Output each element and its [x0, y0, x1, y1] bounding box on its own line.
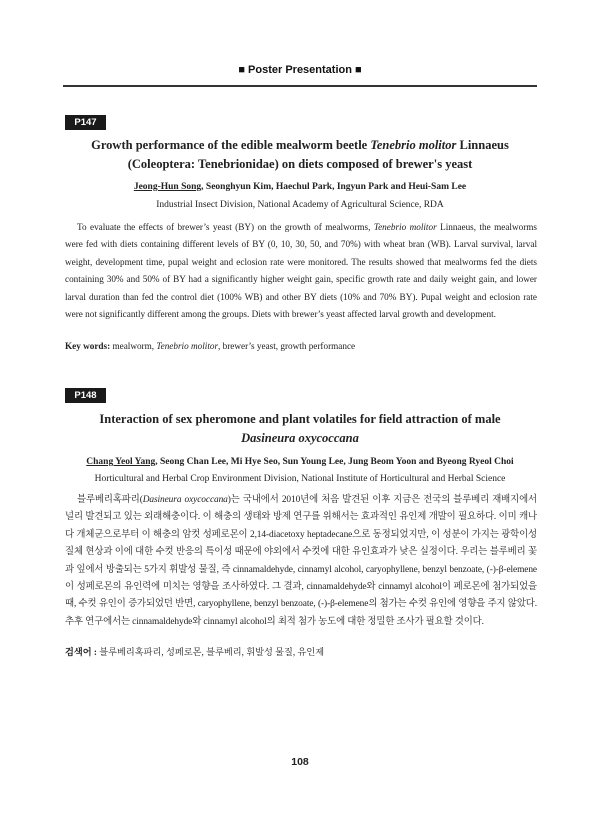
p147-title-line2: (Coleoptera: Tenebrionidae) on diets composed of brewer's yeast — [127, 157, 473, 171]
p147-keywords: Key words: mealworm, Tenebrio molitor, brewer’s yeast, growth performance — [65, 341, 356, 351]
p148-keywords: 검색어 : 블루베리혹파리, 성페로몬, 블루베리, 휘발성 물질, 유인제 — [65, 647, 325, 657]
p147-affiliation: Industrial Insect Division, National Academy of Agricultural Science, RDA — [156, 200, 444, 210]
p148-abstract: 블루베리혹파리(Dasineura oxycoccana)는 국내에서 2010년에 처음 발견된 이후 지금은 전국의 블루베리 재배지에서 널리 발견되고 있는 외래해충이다. 이 해충의 생태와 방제 연구를 위해서는 효과적인 유인제 개발이 필요하다. 이미 캐나다 개체군으로부터 이 해충의 암컷 성페로몬이 2,14-diacetoxy heptadecane으로 동정되었지만, 이 성분이 가지는 광학이성질체 현상과 이에 대한 수컷 반응의 특이성 때문에 야외에서 수컷에 대한 유인효과가 낮은 실정이다. 우리는 블루베리 꽃과 잎에서 방출되는 5가지 휘발성 물질, 즉 cinnamaldehyde, cinnamyl alcohol, caryophyllene, benzyl benzoate, (-)-β-elemene이 성페로몬의 유인력에 미치는 영향을 조사하였다. 그 결과, cinnamaldehyde와 cinnamyl alcohol이 페로몬에 첨가되었을 때, 수컷 유인이 증가되었던 반면, caryophyllene, benzyl benzoate, (-)-β-elemene의 첨가는 수컷 유인에 영향을 주지 않았다. 추후 연구에서는 cinnamaldehyde와 cinnamyl alcohol의 최적 첨가 농도에 대한 정밀한 조사가 필요할 것이다. — [65, 495, 537, 627]
p147-title — [63, 136, 537, 174]
p148-presenting-author: Chang Yeol Yang — [86, 457, 156, 467]
poster-tag-p147: P147 — [65, 115, 106, 130]
p148-affiliation: Horticultural and Herbal Crop Environment Division, National Institute of Horticultural and Herbal Science — [94, 474, 506, 484]
p148-title-line1: Interaction of sex pheromone and plant volatiles for field attraction of male — [99, 412, 501, 426]
p148-authors: Chang Yeol Yang, Seong Chan Lee, Mi Hye Seo, Sun Young Lee, Jung Beom Yoon and Byeong Ryeol Choi — [86, 457, 514, 467]
p147-presenting-author: Jeong-Hun Song — [133, 182, 202, 192]
page-number: 108 — [291, 756, 309, 768]
p148-title-line2: Dasineura oxycoccana — [241, 431, 359, 445]
p147-title-line1: Growth performance of the edible mealworm beetle Tenebrio molitor Linnaeus — [91, 138, 509, 152]
poster-tag-p148: P148 — [65, 388, 106, 403]
header-rule — [63, 85, 537, 87]
p148-title — [63, 410, 537, 448]
p147-authors: Jeong-Hun Song, Seonghyun Kim, Haechul Park, Ingyun Park and Heui-Sam Lee — [133, 182, 467, 192]
running-header: ■ Poster Presentation ■ — [238, 64, 362, 76]
p147-abstract: To evaluate the effects of brewer’s yeast (BY) on the growth of mealworms, Tenebrio molitor Linnaeus, the mealworms were fed with diets containing different levels of BY (0, 10, 30, 50, and 70%) with wheat bran (WB). Larval survival, larval weight, development time, pupal weight and eclosion rate were monitored. The results showed that mealworms fed the diets containing 30% and 50% of BY had a significantly higher weight gain, specific growth rate and daily weight gain, and lower larval duration than fed the control diet (100% WB) and other BY diets (10% and 70% BY). Pupal weight and eclosion rate were not significantly different among the groups. Diets with brewer’s yeast affected larval growth and development. — [65, 222, 537, 320]
